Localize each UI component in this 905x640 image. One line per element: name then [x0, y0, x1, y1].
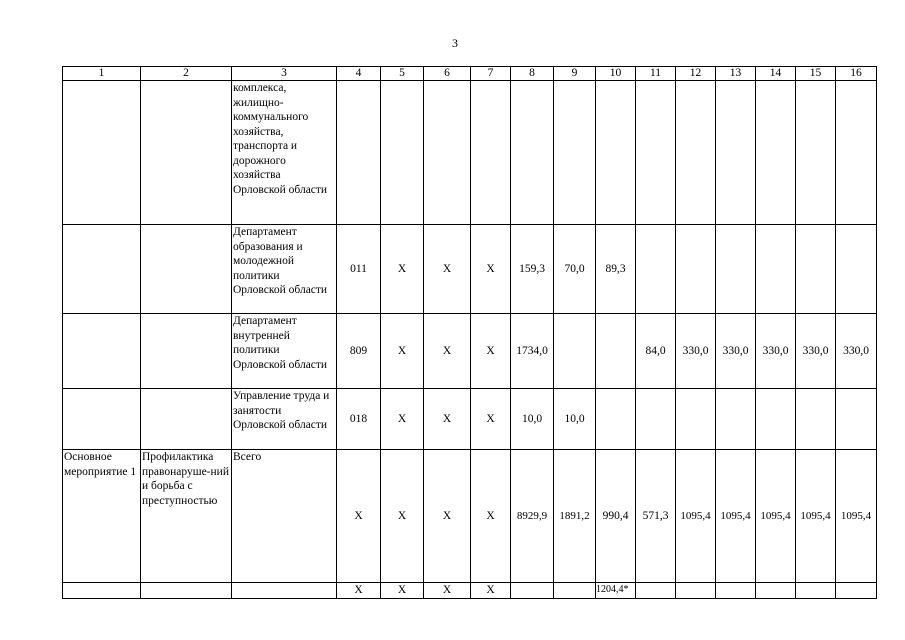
cell-col4: 011 [337, 225, 381, 314]
cell-col6: Х [424, 450, 471, 583]
cell-col14: 330,0 [756, 314, 796, 389]
cell-executor: комплекса, жилищно-коммунального хозяйства, транспорта и дорожного хозяйства Орловской области [232, 81, 337, 225]
cell-col7: Х [471, 225, 511, 314]
cell-col15 [796, 389, 836, 450]
header-cell: 5 [381, 67, 424, 81]
cell-col16 [836, 81, 877, 225]
cell-col10: 89,3 [596, 225, 636, 314]
cell-col13 [716, 389, 756, 450]
cell-col5: Х [381, 450, 424, 583]
cell-col14: 1095,4 [756, 450, 796, 583]
cell-col7: Х [471, 314, 511, 389]
cell-col15 [796, 583, 836, 599]
cell-col6: Х [424, 314, 471, 389]
cell-col9: 10,0 [554, 389, 596, 450]
cell-col8: 1734,0 [511, 314, 554, 389]
cell-col7 [471, 81, 511, 225]
cell-col8: 159,3 [511, 225, 554, 314]
cell-col16 [836, 389, 877, 450]
table-row [63, 583, 877, 599]
header-cell: 4 [337, 67, 381, 81]
cell-col6: Х [424, 583, 471, 599]
cell-col5 [381, 81, 424, 225]
cell-col9: 70,0 [554, 225, 596, 314]
header-cell: 14 [756, 67, 796, 81]
cell-col1 [63, 81, 141, 225]
cell-executor [232, 583, 337, 599]
cell-col1: Основное мероприятие 1 [63, 450, 141, 583]
cell-col5: Х [381, 583, 424, 599]
cell-col8: 10,0 [511, 389, 554, 450]
cell-col16 [836, 225, 877, 314]
header-cell: 8 [511, 67, 554, 81]
cell-executor: Департамент образования и молодежной политики Орловской области [232, 225, 337, 314]
cell-col8: 8929,9 [511, 450, 554, 583]
table-row [63, 314, 877, 389]
cell-col9 [554, 583, 596, 599]
header-cell: 9 [554, 67, 596, 81]
table-row [63, 81, 877, 225]
cell-col9 [554, 81, 596, 225]
cell-col11 [636, 225, 676, 314]
cell-col2 [141, 225, 232, 314]
header-cell: 3 [232, 67, 337, 81]
header-cell: 11 [636, 67, 676, 81]
cell-col11: 84,0 [636, 314, 676, 389]
cell-executor: Департамент внутренней политики Орловской области [232, 314, 337, 389]
cell-col13: 330,0 [716, 314, 756, 389]
cell-col2 [141, 583, 232, 599]
cell-col14 [756, 583, 796, 599]
cell-col14 [756, 81, 796, 225]
page-number: 3 [452, 36, 458, 50]
cell-col11: 571,3 [636, 450, 676, 583]
cell-col10 [596, 314, 636, 389]
cell-col6: Х [424, 225, 471, 314]
cell-col11 [636, 583, 676, 599]
cell-col13 [716, 583, 756, 599]
cell-col4: 809 [337, 314, 381, 389]
cell-col4 [337, 81, 381, 225]
cell-col1 [63, 225, 141, 314]
header-cell: 7 [471, 67, 511, 81]
cell-col5: Х [381, 314, 424, 389]
header-row [63, 67, 877, 81]
cell-col12 [676, 81, 716, 225]
header-cell: 15 [796, 67, 836, 81]
cell-col12: 330,0 [676, 314, 716, 389]
cell-col9: 1891,2 [554, 450, 596, 583]
cell-col10 [596, 81, 636, 225]
cell-col2: Профилактика правонаруше-ний и борьба с преступностью [141, 450, 232, 583]
cell-col6: Х [424, 389, 471, 450]
header-cell: 12 [676, 67, 716, 81]
budget-table [62, 66, 877, 599]
cell-col12 [676, 225, 716, 314]
cell-col16 [836, 583, 877, 599]
cell-col15 [796, 225, 836, 314]
cell-col1 [63, 583, 141, 599]
cell-col5: Х [381, 225, 424, 314]
cell-col5: Х [381, 389, 424, 450]
cell-col2 [141, 314, 232, 389]
cell-col6 [424, 81, 471, 225]
cell-col9 [554, 314, 596, 389]
header-cell: 10 [596, 67, 636, 81]
cell-col13 [716, 81, 756, 225]
cell-executor: Всего [232, 450, 337, 583]
cell-col7: Х [471, 389, 511, 450]
table-row [63, 389, 877, 450]
cell-col12: 1095,4 [676, 450, 716, 583]
cell-col14 [756, 225, 796, 314]
cell-col10: 990,4 [596, 450, 636, 583]
cell-executor: Управление труда и занятости Орловской области [232, 389, 337, 450]
cell-col1 [63, 314, 141, 389]
cell-col7: Х [471, 583, 511, 599]
cell-col15: 330,0 [796, 314, 836, 389]
table-row [63, 450, 877, 583]
cell-col13 [716, 225, 756, 314]
header-cell: 13 [716, 67, 756, 81]
cell-col2 [141, 81, 232, 225]
cell-col11 [636, 389, 676, 450]
cell-col4: 018 [337, 389, 381, 450]
cell-col13: 1095,4 [716, 450, 756, 583]
cell-col10 [596, 389, 636, 450]
cell-col14 [756, 389, 796, 450]
header-cell: 1 [63, 67, 141, 81]
cell-col11 [636, 81, 676, 225]
cell-col4: Х [337, 450, 381, 583]
cell-col7: Х [471, 450, 511, 583]
cell-col8 [511, 583, 554, 599]
cell-col16: 330,0 [836, 314, 877, 389]
cell-col12 [676, 389, 716, 450]
header-cell: 6 [424, 67, 471, 81]
cell-col10: 1204,4* [596, 583, 636, 599]
cell-col4: Х [337, 583, 381, 599]
cell-col2 [141, 389, 232, 450]
cell-col16: 1095,4 [836, 450, 877, 583]
header-cell: 16 [836, 67, 877, 81]
cell-col12 [676, 583, 716, 599]
cell-col15: 1095,4 [796, 450, 836, 583]
cell-col1 [63, 389, 141, 450]
cell-col8 [511, 81, 554, 225]
cell-col15 [796, 81, 836, 225]
header-cell: 2 [141, 67, 232, 81]
table-row [63, 225, 877, 314]
